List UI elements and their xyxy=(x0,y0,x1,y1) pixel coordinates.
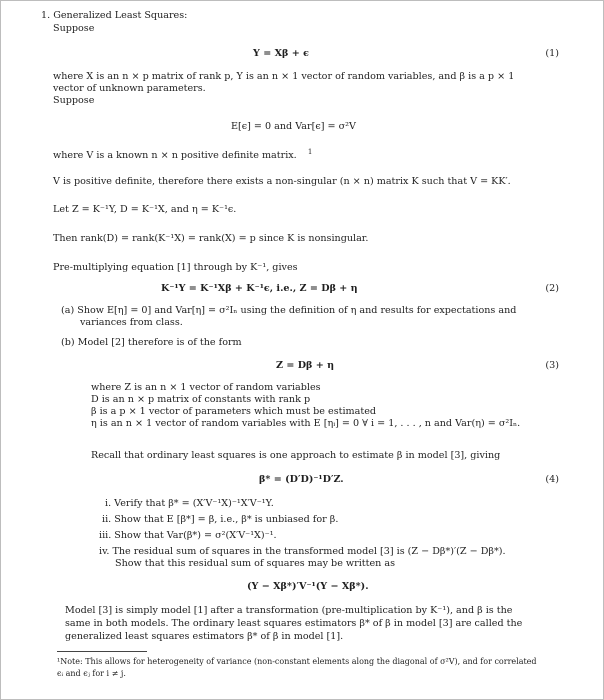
equation-1: Y = Xβ + ϵ xyxy=(253,48,309,59)
positive-definite-statement: V is positive definite, therefore there exists a non-singular (n × n) matrix K such that V = KK′. xyxy=(53,176,511,187)
assumption-equation: E[ϵ] = 0 and Var[ϵ] = σ²V xyxy=(231,121,356,132)
equation-5: (Y − Xβ*)′V⁻¹(Y − Xβ*). xyxy=(247,581,369,592)
footnote-rule xyxy=(57,651,147,652)
where-1-line-2: vector of unknown parameters. xyxy=(53,83,206,94)
model-statement-line-1: Model [3] is simply model [1] after a transformation (pre-multiplication by K⁻¹), and β is the xyxy=(65,605,513,616)
where-3-line-2: D is an n × p matrix of constants with rank p xyxy=(91,394,311,405)
premultiply-statement: Pre-multiplying equation [1] through by K⁻¹, gives xyxy=(53,262,298,273)
equation-1-number: (1) xyxy=(545,48,559,59)
suppose-label-1: Suppose xyxy=(53,23,95,34)
item-iv-line-2: Show that this residual sum of squares may be written as xyxy=(115,558,396,569)
where-2-text: where V is a known n × n positive definite matrix. xyxy=(53,150,297,162)
part-a-line-1: (a) Show E[η] = 0] and Var[η] = σ²Iₙ using the definition of η and results for expectations and xyxy=(61,305,517,316)
equation-3: Z = Dβ + η xyxy=(276,360,335,371)
equation-4-number: (4) xyxy=(545,474,559,485)
equation-3-number: (3) xyxy=(545,360,559,371)
let-statement: Let Z = K⁻¹Y, D = K⁻¹X, and η = K⁻¹ϵ. xyxy=(53,204,237,215)
where-2 xyxy=(53,146,312,162)
problem-heading: 1. Generalized Least Squares: xyxy=(41,10,188,21)
where-1-line-1: where X is an n × p matrix of rank p, Y is an n × 1 vector of random variables, and β is a p × 1 xyxy=(53,71,515,82)
equation-2-number: (2) xyxy=(545,283,559,294)
model-statement-line-3: generalized least squares estimators β* of β in model [1]. xyxy=(65,631,344,642)
recall-statement: Recall that ordinary least squares is one approach to estimate β in model [3], giving xyxy=(91,450,501,461)
item-iv-line-1: iv. The residual sum of squares in the transformed model [3] is (Z − Dβ*)′(Z − Dβ*). xyxy=(99,546,506,557)
footnote-marker: 1 xyxy=(307,148,313,156)
where-3-line-4: η is an n × 1 vector of random variables with E [ηᵢ] = 0 ∀ i = 1, . . . , n and Var(η) = σ²Iₙ. xyxy=(91,418,521,429)
footnote-line-1: ¹Note: This allows for heterogeneity of variance (non-constant elements along the diagonal of σ²V), and for correlated xyxy=(57,657,537,666)
part-b: (b) Model [2] therefore is of the form xyxy=(61,337,242,348)
where-3-line-1: where Z is an n × 1 vector of random variables xyxy=(91,382,321,393)
model-statement-line-2: same in both models. The ordinary least squares estimators β* of β in model [3] are called the xyxy=(65,618,523,629)
equation-4: β* = (D′D)⁻¹D′Z. xyxy=(259,474,344,485)
item-i: i. Verify that β* = (X′V⁻¹X)⁻¹X′V⁻¹Y. xyxy=(105,498,274,509)
part-a-line-2: variances from class. xyxy=(80,317,183,328)
item-ii: ii. Show that E [β*] = β, i.e., β* is unbiased for β. xyxy=(102,514,339,525)
suppose-label-2: Suppose xyxy=(53,95,95,106)
footnote-line-2: ϵᵢ and ϵⱼ for i ≠ j. xyxy=(57,669,126,678)
item-iii: iii. Show that Var(β*) = σ²(X′V⁻¹X)⁻¹. xyxy=(99,530,277,541)
equation-2: K⁻¹Y = K⁻¹Xβ + K⁻¹ϵ, i.e., Z = Dβ + η xyxy=(161,283,358,294)
where-3-line-3: β is a p × 1 vector of parameters which must be estimated xyxy=(91,406,377,417)
then-statement: Then rank(D) = rank(K⁻¹X) = rank(X) = p since K is nonsingular. xyxy=(53,233,369,244)
